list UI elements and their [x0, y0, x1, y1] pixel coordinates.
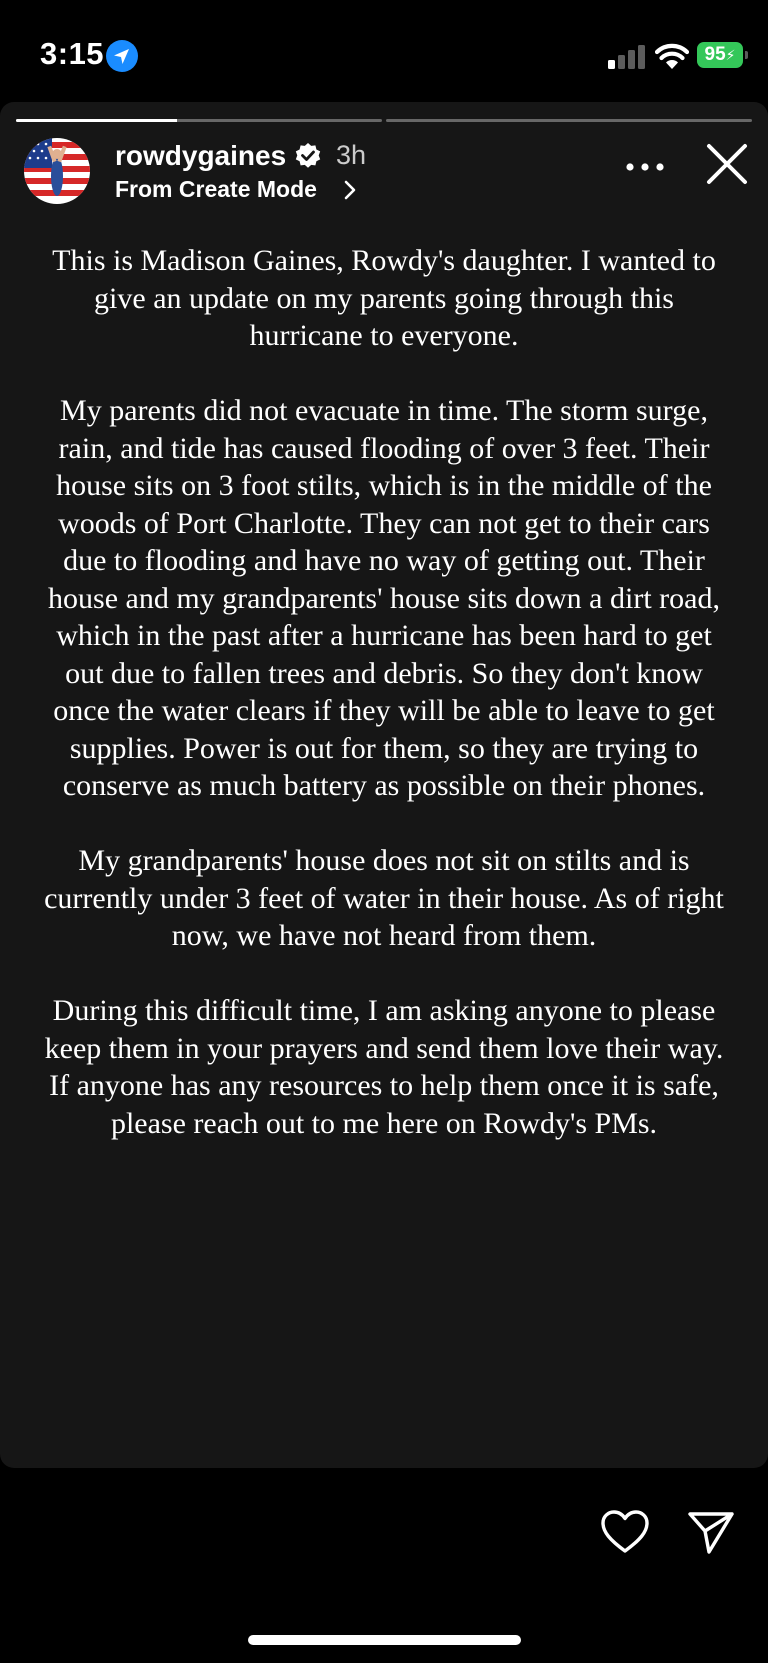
location-arrow-icon	[106, 40, 138, 72]
send-icon[interactable]	[687, 1509, 735, 1555]
heart-icon[interactable]	[600, 1509, 650, 1555]
wifi-icon	[655, 42, 689, 70]
story-progress-segment-2	[386, 119, 752, 122]
story-card[interactable]	[0, 102, 768, 1468]
story-paragraph: During this difficult time, I am asking anyone to please keep them in your prayers and send them love their way. If anyone has any resources to help them once it is safe, please reach out to me here on Rowdy's PMs.	[44, 994, 724, 1140]
story-paragraph: My parents did not evacuate in time. The storm surge, rain, and tide has caused flooding of over 3 feet. Their house sits on 3 foot stilts, which is in the middle of the woods of Port Charlotte. They can not get to their cars due to flooding and have no way of getting out. Their house and my grandparents' house sits down a dirt road, which in the past after a hurricane has been hard to get out due to fallen trees and debris. So they don't know once the water clears if they will be able to leave to get supplies. Power is out for them, so they are trying to conserve as much battery as possible on their phones.	[48, 394, 720, 802]
chevron-right-icon[interactable]	[343, 180, 357, 200]
story-text	[40, 242, 728, 1180]
story-progress-fill-1	[16, 119, 177, 122]
username[interactable]: rowdygaines	[115, 140, 287, 171]
signal-icon	[608, 45, 646, 69]
more-icon[interactable]	[625, 159, 665, 175]
post-age: 3h	[336, 140, 367, 170]
verified-icon	[295, 143, 321, 169]
story-progress-segment-1	[16, 119, 382, 122]
battery-charging-icon: 95⚡	[697, 42, 743, 68]
story-header	[0, 132, 768, 212]
status-time: 3:15	[40, 36, 105, 71]
status-bar	[0, 0, 768, 100]
close-icon[interactable]	[705, 142, 749, 186]
story-paragraph: This is Madison Gaines, Rowdy's daughter. I wanted to give an update on my parents going through this hurricane to everyone.	[52, 244, 716, 352]
create-mode-link[interactable]: From Create Mode	[115, 176, 317, 202]
home-indicator[interactable]	[248, 1635, 521, 1645]
avatar[interactable]	[24, 138, 90, 204]
avatar-flag-image	[24, 138, 90, 204]
battery-level: 95	[704, 44, 726, 65]
story-paragraph: My grandparents' house does not sit on stilts and is currently under 3 feet of water in their house. As of right now, we have not heard from them.	[44, 844, 724, 952]
